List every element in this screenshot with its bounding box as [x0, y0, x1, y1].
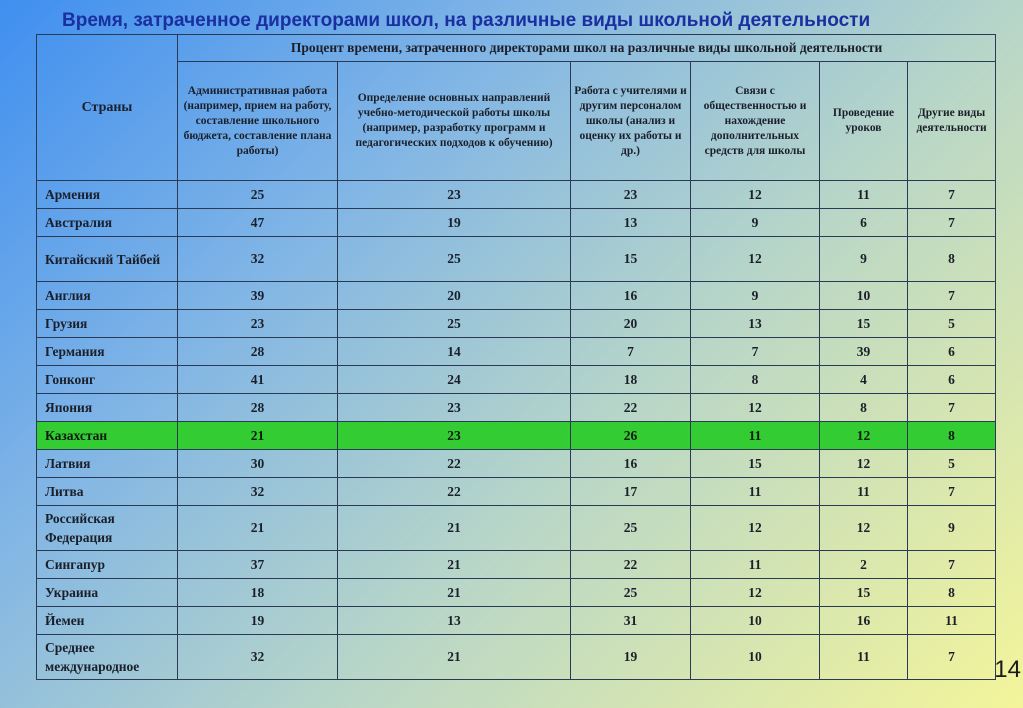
header-admin-work: Административная работа (например, прием на работу, составление школьного бюджета, составление плана работы) — [178, 62, 338, 181]
value-cell: 37 — [178, 551, 338, 579]
value-cell: 20 — [338, 282, 571, 310]
value-cell: 7 — [691, 338, 820, 366]
value-cell: 7 — [908, 478, 996, 506]
value-cell: 20 — [571, 310, 691, 338]
table-row — [37, 338, 996, 366]
value-cell: 9 — [820, 237, 908, 282]
value-cell: 12 — [820, 506, 908, 551]
data-table — [36, 34, 996, 680]
value-cell: 21 — [178, 422, 338, 450]
value-cell: 28 — [178, 338, 338, 366]
value-cell: 16 — [571, 450, 691, 478]
table-row — [37, 181, 996, 209]
header-percent-time: Процент времени, затраченного директорами школ на различные виды школьной деятельности — [178, 35, 996, 62]
value-cell: 19 — [338, 209, 571, 237]
value-cell: 23 — [338, 394, 571, 422]
value-cell: 4 — [820, 366, 908, 394]
header-public-relations: Связи с общественностью и нахождение дополнительных средств для школы — [691, 62, 820, 181]
value-cell: 7 — [908, 282, 996, 310]
table-row — [37, 209, 996, 237]
value-cell: 7 — [908, 394, 996, 422]
value-cell: 15 — [820, 579, 908, 607]
country-cell: Йемен — [37, 607, 178, 635]
value-cell: 32 — [178, 478, 338, 506]
value-cell: 23 — [178, 310, 338, 338]
value-cell: 23 — [338, 422, 571, 450]
value-cell: 7 — [908, 635, 996, 680]
value-cell: 25 — [571, 579, 691, 607]
value-cell: 19 — [178, 607, 338, 635]
value-cell: 8 — [691, 366, 820, 394]
country-cell: Сингапур — [37, 551, 178, 579]
value-cell: 13 — [691, 310, 820, 338]
country-cell: Латвия — [37, 450, 178, 478]
value-cell: 18 — [178, 579, 338, 607]
table-row — [37, 607, 996, 635]
value-cell: 39 — [820, 338, 908, 366]
value-cell: 5 — [908, 450, 996, 478]
value-cell: 41 — [178, 366, 338, 394]
table-row — [37, 310, 996, 338]
country-cell: Германия — [37, 338, 178, 366]
value-cell: 11 — [820, 635, 908, 680]
value-cell: 22 — [338, 450, 571, 478]
value-cell: 10 — [691, 635, 820, 680]
value-cell: 22 — [571, 394, 691, 422]
value-cell: 25 — [571, 506, 691, 551]
table-row — [37, 422, 996, 450]
country-cell: Япония — [37, 394, 178, 422]
header-lessons: Проведение уроков — [820, 62, 908, 181]
value-cell: 25 — [178, 181, 338, 209]
value-cell: 21 — [338, 506, 571, 551]
value-cell: 2 — [820, 551, 908, 579]
table-body — [37, 181, 996, 680]
value-cell: 12 — [691, 579, 820, 607]
value-cell: 6 — [908, 366, 996, 394]
value-cell: 21 — [338, 579, 571, 607]
value-cell: 9 — [908, 506, 996, 551]
value-cell: 7 — [908, 209, 996, 237]
country-cell: Гонконг — [37, 366, 178, 394]
value-cell: 12 — [691, 181, 820, 209]
value-cell: 10 — [691, 607, 820, 635]
value-cell: 7 — [908, 551, 996, 579]
value-cell: 7 — [908, 181, 996, 209]
value-cell: 47 — [178, 209, 338, 237]
table-row — [37, 506, 996, 551]
table-row — [37, 366, 996, 394]
value-cell: 11 — [691, 478, 820, 506]
value-cell: 24 — [338, 366, 571, 394]
value-cell: 6 — [908, 338, 996, 366]
header-methodical-work: Определение основных направлений учебно-методической работы школы (например, разработку программ и педагогических подходов к обучению) — [338, 62, 571, 181]
value-cell: 15 — [820, 310, 908, 338]
country-cell: Австралия — [37, 209, 178, 237]
value-cell: 11 — [691, 422, 820, 450]
header-other-activities: Другие виды деятельности — [908, 62, 996, 181]
value-cell: 22 — [338, 478, 571, 506]
country-cell: Украина — [37, 579, 178, 607]
value-cell: 10 — [820, 282, 908, 310]
value-cell: 32 — [178, 635, 338, 680]
value-cell: 19 — [571, 635, 691, 680]
country-cell: Китайский Тайбей — [37, 237, 178, 282]
value-cell: 11 — [691, 551, 820, 579]
value-cell: 12 — [691, 394, 820, 422]
value-cell: 8 — [820, 394, 908, 422]
header-countries: Страны — [37, 35, 178, 181]
table-row — [37, 635, 996, 680]
value-cell: 12 — [820, 422, 908, 450]
country-cell: Российская Федерация — [37, 506, 178, 551]
value-cell: 16 — [820, 607, 908, 635]
value-cell: 39 — [178, 282, 338, 310]
value-cell: 12 — [820, 450, 908, 478]
value-cell: 12 — [691, 237, 820, 282]
value-cell: 5 — [908, 310, 996, 338]
value-cell: 17 — [571, 478, 691, 506]
value-cell: 16 — [571, 282, 691, 310]
table-row — [37, 450, 996, 478]
country-cell: Армения — [37, 181, 178, 209]
value-cell: 14 — [338, 338, 571, 366]
value-cell: 13 — [571, 209, 691, 237]
page-title: Время, затраченное директорами школ, на различные виды школьной деятельности — [62, 10, 871, 31]
value-cell: 28 — [178, 394, 338, 422]
table-row — [37, 579, 996, 607]
country-cell: Литва — [37, 478, 178, 506]
value-cell: 25 — [338, 237, 571, 282]
value-cell: 11 — [820, 478, 908, 506]
header-staff-work: Работа с учителями и другим персоналом школы (анализ и оценку их работы и др.) — [571, 62, 691, 181]
value-cell: 11 — [820, 181, 908, 209]
value-cell: 6 — [820, 209, 908, 237]
value-cell: 13 — [338, 607, 571, 635]
value-cell: 23 — [338, 181, 571, 209]
value-cell: 31 — [571, 607, 691, 635]
country-cell: Казахстан — [37, 422, 178, 450]
value-cell: 8 — [908, 579, 996, 607]
value-cell: 18 — [571, 366, 691, 394]
value-cell: 12 — [691, 506, 820, 551]
value-cell: 9 — [691, 282, 820, 310]
value-cell: 21 — [178, 506, 338, 551]
value-cell: 15 — [691, 450, 820, 478]
table-row — [37, 551, 996, 579]
value-cell: 30 — [178, 450, 338, 478]
value-cell: 9 — [691, 209, 820, 237]
value-cell: 8 — [908, 422, 996, 450]
table-row — [37, 237, 996, 282]
country-cell: Грузия — [37, 310, 178, 338]
country-cell: Англия — [37, 282, 178, 310]
value-cell: 21 — [338, 635, 571, 680]
country-cell: Среднее международное — [37, 635, 178, 680]
table-row — [37, 282, 996, 310]
value-cell: 32 — [178, 237, 338, 282]
value-cell: 11 — [908, 607, 996, 635]
page-number: 14 — [994, 656, 1021, 683]
value-cell: 22 — [571, 551, 691, 579]
value-cell: 7 — [571, 338, 691, 366]
value-cell: 26 — [571, 422, 691, 450]
value-cell: 23 — [571, 181, 691, 209]
value-cell: 8 — [908, 237, 996, 282]
value-cell: 25 — [338, 310, 571, 338]
value-cell: 15 — [571, 237, 691, 282]
table-row — [37, 478, 996, 506]
value-cell: 21 — [338, 551, 571, 579]
table-row — [37, 394, 996, 422]
